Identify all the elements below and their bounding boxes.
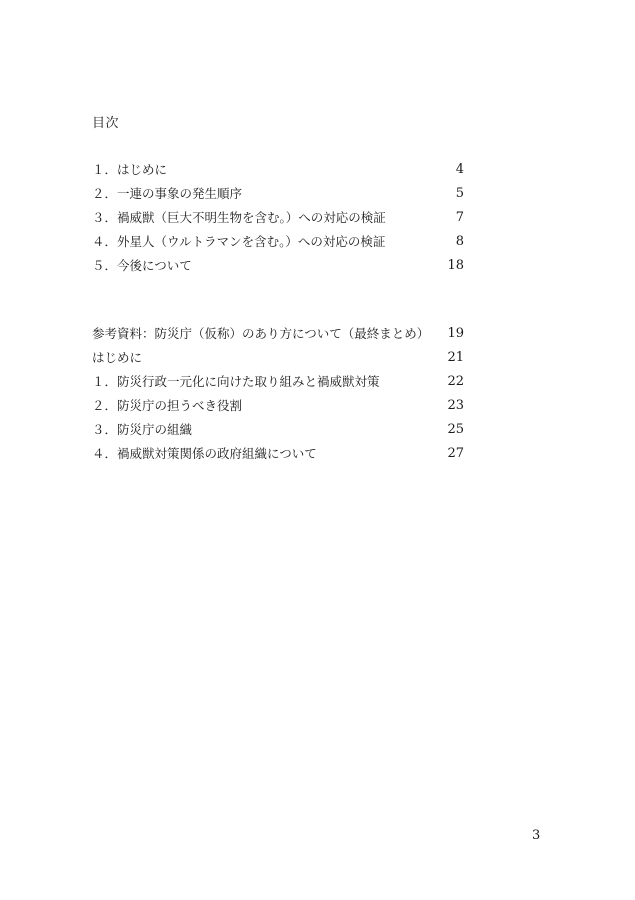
toc-entry-page: 5 bbox=[455, 186, 464, 201]
toc-entry-label: ４．禍威獣対策関係の政府組織について bbox=[92, 446, 317, 461]
toc-entry-page: 22 bbox=[447, 374, 464, 389]
toc-entry-label: ２．一連の事象の発生順序 bbox=[92, 186, 243, 201]
toc-entry-page: 8 bbox=[455, 234, 464, 249]
toc-entry-label: １．防災行政一元化に向けた取り組みと禍威獣対策 bbox=[92, 374, 380, 389]
toc-entry bbox=[92, 442, 464, 466]
toc-entry bbox=[92, 394, 464, 418]
toc-entry bbox=[92, 254, 464, 278]
toc-entry-label: はじめに bbox=[92, 350, 143, 365]
toc-entry-page: 21 bbox=[447, 350, 464, 365]
toc-entry bbox=[92, 182, 464, 206]
toc-entry-page: 18 bbox=[447, 258, 464, 273]
toc-appendix-list bbox=[92, 322, 464, 466]
toc-entry-page: 23 bbox=[447, 398, 464, 413]
toc-entry-page: 27 bbox=[447, 446, 464, 461]
toc-main-list bbox=[92, 158, 464, 278]
toc-entry bbox=[92, 370, 464, 394]
toc-entry bbox=[92, 206, 464, 230]
toc-entry-label: １．はじめに bbox=[92, 162, 168, 177]
toc-entry-label: ２．防災庁の担うべき役割 bbox=[92, 398, 243, 413]
toc-entry bbox=[92, 158, 464, 182]
toc-entry bbox=[92, 230, 464, 254]
toc-entry-page: 19 bbox=[447, 326, 464, 341]
toc-entry-label: ５．今後について bbox=[92, 258, 192, 273]
toc-entry-label: ３．禍威獣（巨大不明生物を含む。）への対応の検証 bbox=[92, 210, 386, 225]
toc-entry-label: 参考資料：防災庁（仮称）のあり方について（最終まとめ） bbox=[92, 326, 430, 341]
toc-entry-page: 4 bbox=[455, 162, 464, 177]
toc-entry bbox=[92, 322, 464, 346]
toc-entry bbox=[92, 418, 464, 442]
page-number: 3 bbox=[532, 828, 541, 843]
toc-title: 目次 bbox=[92, 116, 120, 131]
toc-entry-page: 25 bbox=[447, 422, 464, 437]
toc-entry-label: ４．外星人（ウルトラマンを含む。）への対応の検証 bbox=[92, 234, 386, 249]
toc-entry-label: ３．防災庁の組織 bbox=[92, 422, 193, 437]
toc-entry-page: 7 bbox=[455, 210, 464, 225]
toc-entry bbox=[92, 346, 464, 370]
